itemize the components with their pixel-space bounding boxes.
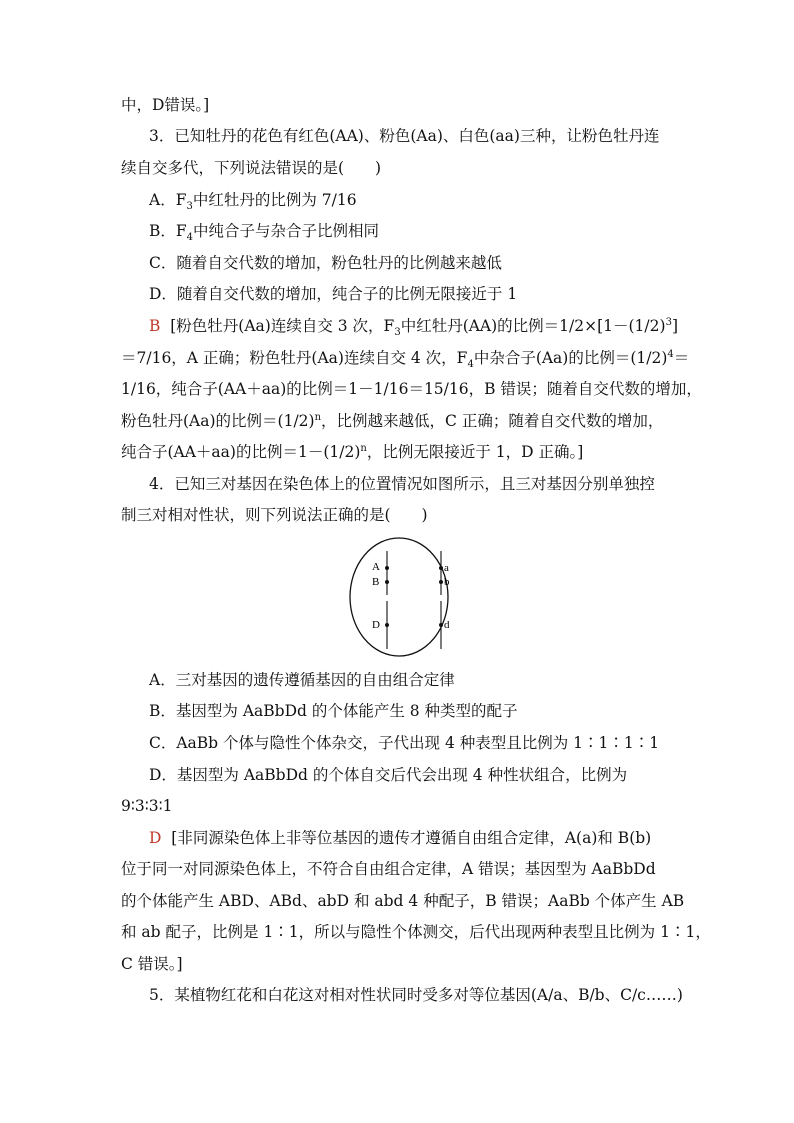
q3-option-c: C．随着自交代数的增加，粉色牡丹的比例越来越低: [149, 254, 502, 272]
q3-option-a: A．$F_3$中红牡丹的比例为 7/16: [149, 191, 357, 213]
label-D: D: [372, 619, 380, 631]
locus-D: [385, 623, 389, 627]
chromosome-diagram-svg: [349, 537, 449, 657]
q3-explanation-line3: 1/16，纯合子(AA＋aa)的比例＝1－1/16＝15/16，B 错误；随着自交代数的增加，: [121, 380, 702, 398]
q4-option-a: A．三对基因的遗传遵循基因的自由组合定律: [149, 671, 455, 689]
q4-option-b: B．基因型为 AaBbDd 的个体能产生 8 种类型的配子: [149, 702, 518, 720]
q4-option-c: C．AaBb 个体与隐性个体杂交，子代出现 4 种表型且比例为 1∶1∶1∶1: [149, 734, 660, 752]
cell-outline: [350, 538, 448, 656]
q4-explanation-line5: C 错误。]: [121, 955, 183, 973]
locus-a: [439, 566, 443, 570]
chromosome-diagram: [349, 537, 449, 657]
locus-A: [385, 566, 389, 570]
q4-option-d-line2: 9∶3∶3∶1: [121, 797, 173, 815]
q4-explanation-line1: D [非同源染色体上非等位基因的遗传才遵循自由组合定律，A(a)和 B(b): [149, 829, 652, 847]
q3-stem-line2: 续自交多代，下列说法错误的是( ): [121, 159, 382, 177]
q3-explanation-line2: ＝7/16，A 正确；粉色牡丹(Aa)连续自交 4 次，$F_4$中杂合子(Aa)的比例$=(1/2)^4=$: [121, 348, 690, 371]
q3-explanation-line4: 粉色牡丹(Aa)的比例$=(1/2)^n$，比例越来越低，C 正确；随着自交代数的增加，: [121, 411, 664, 430]
label-b: b: [444, 576, 449, 588]
q3-answer: B: [149, 317, 161, 335]
q3-explanation-line5: 纯合子(AA＋aa)的比例$=1-(1/2)^n$，比例无限接近于 1，D 正确。]: [121, 442, 584, 461]
q4-explanation-line2: 位于同一对同源染色体上，不符合自由组合定律，A 错误；基因型为 AaBbDd: [121, 860, 656, 878]
q3-option-d: D．随着自交代数的增加，纯合子的比例无限接近于 1: [149, 285, 518, 303]
label-a: a: [444, 562, 449, 574]
q4-option-d-line1: D．基因型为 AaBbDd 的个体自交后代会出现 4 种性状组合，比例为: [149, 766, 628, 784]
q4-stem-line2: 制三对相对性状，则下列说法正确的是( ): [121, 506, 428, 524]
q4-explanation-line4: 和 ab 配子，比例是 1∶1，所以与隐性个体测交，后代出现两种表型且比例为 1∶1，: [121, 923, 711, 941]
q3-option-b: B．$F_4$中纯合子与杂合子比例相同: [149, 222, 380, 244]
locus-B: [385, 580, 389, 584]
q3-stem-line1: 3．已知牡丹的花色有红色(AA)、粉色(Aa)、白色(aa)三种，让粉色牡丹连: [149, 127, 660, 145]
label-B: B: [372, 576, 380, 588]
q4-explanation-line3: 的个体能产生 ABD、ABd、abD 和 abd 4 种配子，B 错误；AaBb 个体产生 AB: [121, 892, 685, 910]
q5-stem-line1: 5．某植物红花和白花这对相对性状同时受多对等位基因(A/a、B/b、C/c……): [149, 986, 683, 1004]
q2-tail: 中，D错误。]: [121, 96, 210, 114]
label-d: d: [444, 619, 449, 631]
q4-stem-line1: 4．已知三对基因在染色体上的位置情况如图所示，且三对基因分别单独控: [149, 475, 655, 493]
label-A: A: [372, 561, 380, 573]
q3-explanation-line1: B [粉色牡丹(Aa)连续自交 3 次，$F_3$中红牡丹(AA)的比例$=1/2\times[1-(1/2)^3]$: [149, 316, 678, 339]
locus-d: [439, 623, 443, 627]
locus-b: [439, 580, 443, 584]
q4-answer: D: [149, 829, 162, 847]
